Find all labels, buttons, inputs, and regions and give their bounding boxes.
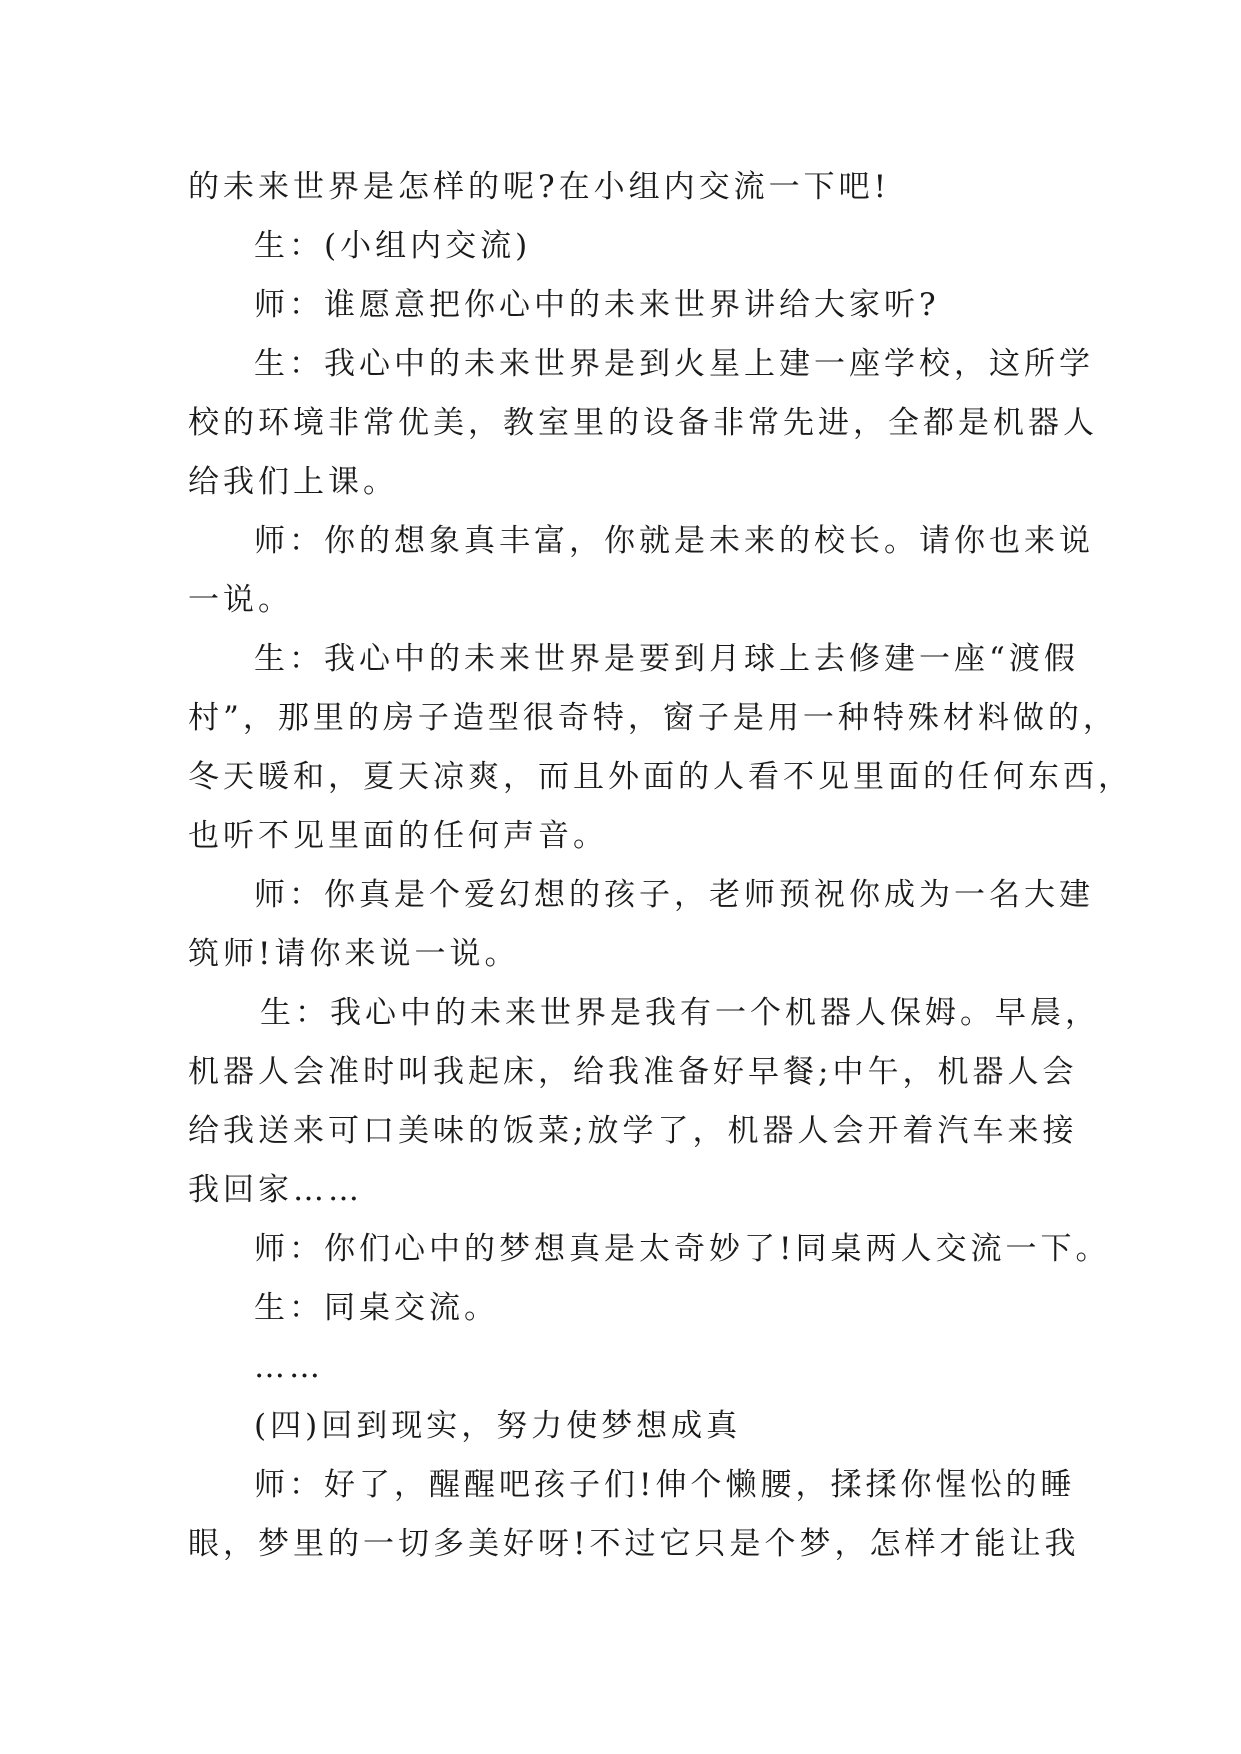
text-line-7: 师：你的想象真丰富，你就是未来的校长。请你也来说 [254, 523, 1094, 559]
text-line-1: 的未来世界是怎样的呢?在小组内交流一下吧! [188, 169, 891, 205]
text-line-21: …… [254, 1349, 324, 1385]
text-line-16: 机器人会准时叫我起床，给我准备好早餐;中午，机器人会 [188, 1054, 1078, 1090]
text-line-8: 一说。 [188, 582, 293, 618]
text-line-18: 我回家…… [188, 1172, 363, 1208]
text-line-23: 师：好了，醒醒吧孩子们!伸个懒腰，揉揉你惺忪的睡 [254, 1467, 1076, 1503]
text-line-14: 筑师!请你来说一说。 [188, 936, 520, 972]
text-line-24: 眼，梦里的一切多美好呀!不过它只是个梦，怎样才能让我 [188, 1526, 1080, 1562]
text-line-3: 师：谁愿意把你心中的未来世界讲给大家听? [254, 287, 940, 323]
text-line-2: 生：(小组内交流) [254, 228, 532, 264]
document-body [188, 158, 1133, 1574]
text-line-15: 生：我心中的未来世界是我有一个机器人保姆。早晨， [260, 995, 1100, 1031]
text-line-10: 村”，那里的房子造型很奇特，窗子是用一种特殊材料做的， [188, 700, 1118, 736]
text-line-17: 给我送来可口美味的饭菜;放学了，机器人会开着汽车来接 [188, 1113, 1078, 1149]
text-line-5: 校的环境非常优美，教室里的设备非常先进，全都是机器人 [188, 405, 1098, 441]
text-line-13: 师：你真是个爱幻想的孩子，老师预祝你成为一名大建 [254, 877, 1094, 913]
text-line-20: 生：同桌交流。 [254, 1290, 499, 1326]
text-line-19: 师：你们心中的梦想真是太奇妙了!同桌两人交流一下。 [254, 1231, 1111, 1267]
text-line-4: 生：我心中的未来世界是到火星上建一座学校，这所学 [254, 346, 1094, 382]
section-heading: (四)回到现实，努力使梦想成真 [254, 1408, 742, 1444]
text-line-9: 生：我心中的未来世界是要到月球上去修建一座“渡假 [254, 641, 1079, 677]
text-line-11: 冬天暖和，夏天凉爽，而且外面的人看不见里面的任何东西， [188, 759, 1133, 795]
text-line-12: 也听不见里面的任何声音。 [188, 818, 608, 854]
text-line-6: 给我们上课。 [188, 464, 398, 500]
